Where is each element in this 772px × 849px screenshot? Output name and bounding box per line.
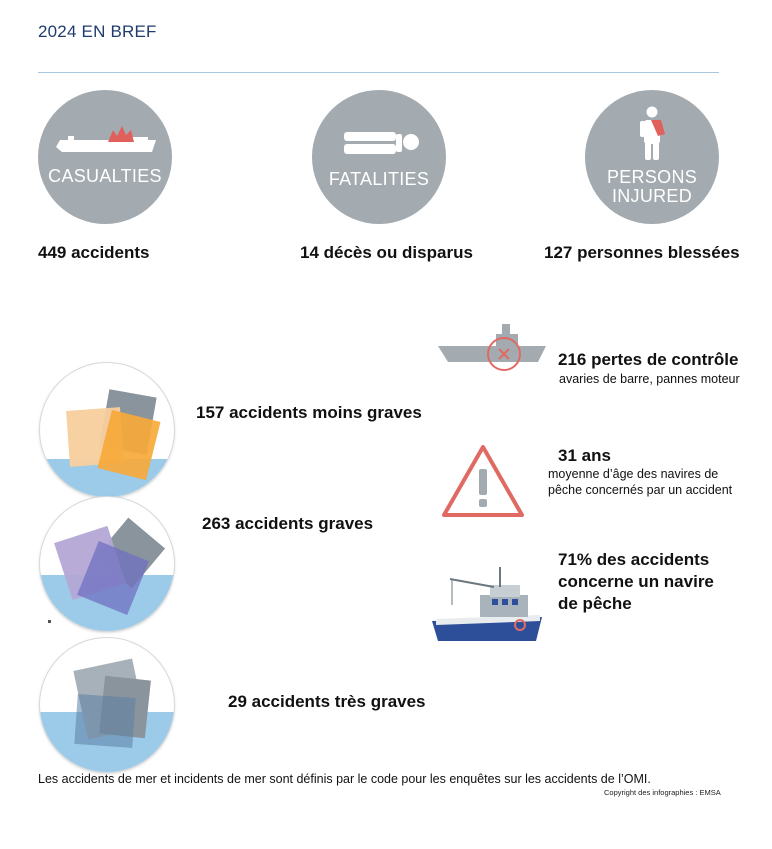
footer-note: Les accidents de mer et incidents de mer sont définis par le code pour les enquêtes sur les accidents de l’OMI. <box>38 772 651 786</box>
fatalities-stat: 14 décès ou disparus <box>300 243 473 262</box>
loss-of-control-title: 216 pertes de contrôle <box>558 350 739 369</box>
stray-dot <box>48 620 51 623</box>
age-line1: moyenne d’âge des navires de <box>548 467 719 481</box>
loss-of-control-subtitle: avaries de barre, pannes moteur <box>559 372 740 386</box>
fishing-line3: de pêche <box>558 594 632 613</box>
serious-icon <box>40 497 174 631</box>
fishing-vessel-icon <box>430 565 546 645</box>
fishing-line2: concerne un navire <box>558 572 714 591</box>
age-line2: pêche concernés par un accident <box>548 483 733 497</box>
page-title: 2024 EN BREF <box>38 22 157 41</box>
casualties-label: CASUALTIES <box>48 166 162 186</box>
warning-triangle-icon <box>440 442 526 520</box>
injured-stat: 127 personnes blessées <box>544 243 740 262</box>
fishing-line1: 71% des accidents <box>558 550 710 569</box>
copyright: Copyright des infographies : EMSA <box>604 788 721 797</box>
ship-loss-of-control-icon <box>436 320 548 384</box>
less-serious-label: 157 accidents moins graves <box>196 403 422 422</box>
very-serious-label: 29 accidents très graves <box>228 692 426 711</box>
fatalities-label: FATALITIES <box>328 169 430 189</box>
serious-label: 263 accidents graves <box>202 514 374 533</box>
less-serious-icon <box>40 363 174 497</box>
very-serious-icon <box>40 638 174 772</box>
injured-label-line1: PERSONS <box>606 167 698 187</box>
age-title: 31 ans <box>558 446 611 465</box>
lying-person-icon <box>312 90 446 224</box>
injured-label-line2: INJURED <box>611 186 693 206</box>
header-divider <box>38 72 719 73</box>
injured-badge <box>585 90 719 224</box>
fatalities-badge <box>312 90 446 224</box>
ship-fire-icon <box>38 90 172 224</box>
casualties-badge <box>38 90 172 224</box>
casualties-stat: 449 accidents <box>38 243 150 262</box>
